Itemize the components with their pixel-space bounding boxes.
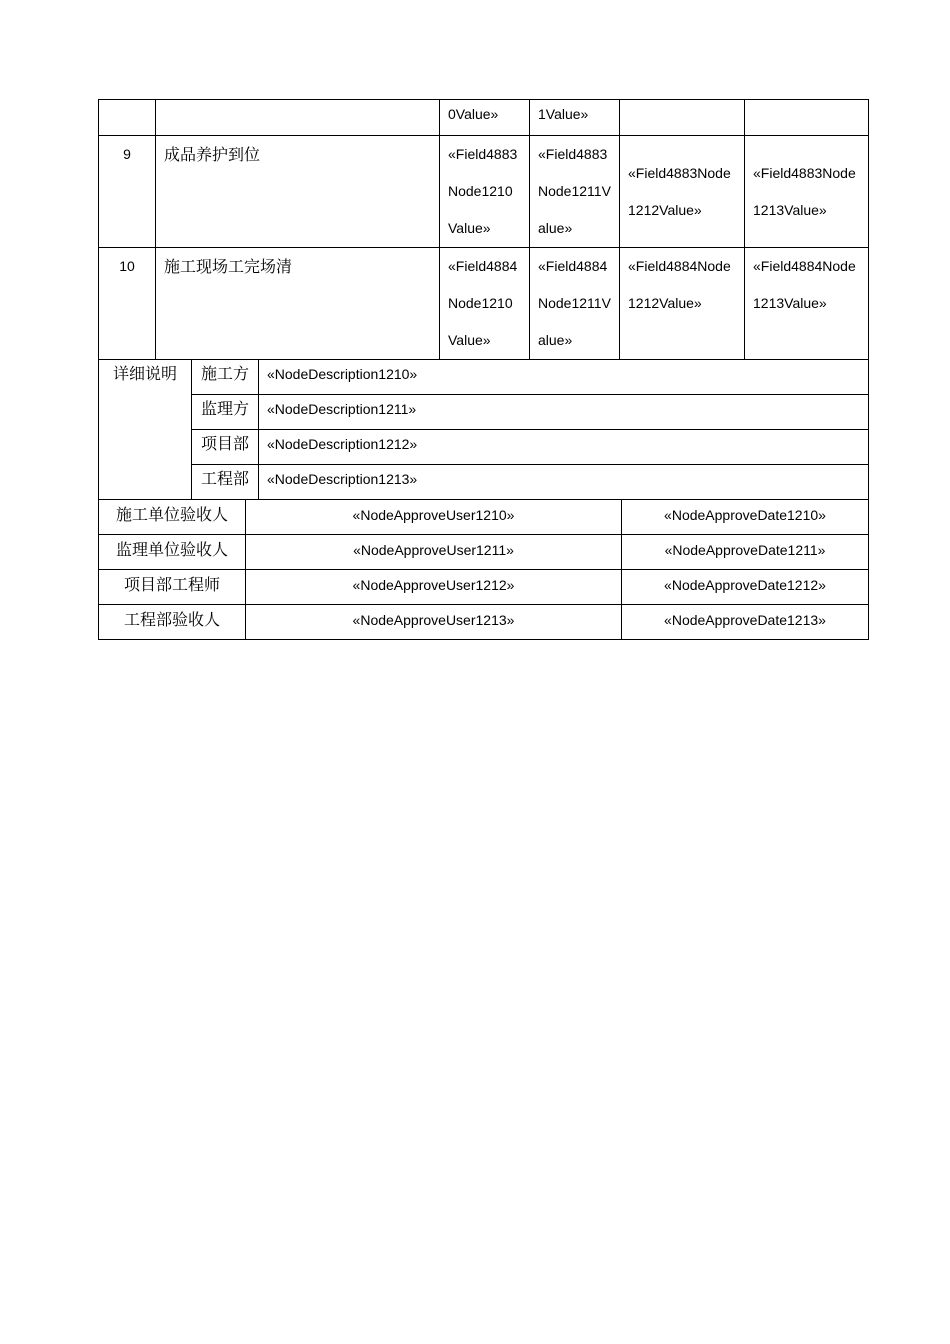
- approval-row: [99, 570, 869, 605]
- field-value-cell: «Field4883Node1212Value»: [620, 136, 745, 248]
- description-value: «NodeDescription1210»: [259, 360, 869, 395]
- field-value-cell: 0Value»: [440, 100, 530, 136]
- field-value-cell: «Field4884Node1211Value»: [530, 248, 620, 360]
- approval-row: [99, 535, 869, 570]
- field-value-cell: «Field4883Node1210Value»: [440, 136, 530, 248]
- approver-user: «NodeApproveUser1210»: [246, 500, 622, 535]
- approval-table: [98, 499, 869, 640]
- field-value-cell: «Field4883Node1211Value»: [530, 136, 620, 248]
- description-table: [98, 359, 869, 500]
- field-value-cell: «Field4884Node1210Value»: [440, 248, 530, 360]
- party-label: 工程部: [192, 465, 259, 500]
- field-value-cell: «Field4884Node1213Value»: [745, 248, 869, 360]
- item-name-cell: 成品养护到位: [156, 136, 440, 248]
- approve-date: «NodeApproveDate1213»: [622, 605, 869, 640]
- approver-role: 工程部验收人: [99, 605, 246, 640]
- item-number-cell: [99, 100, 156, 136]
- party-label: 项目部: [192, 430, 259, 465]
- item-number-cell: 10: [99, 248, 156, 360]
- description-value: «NodeDescription1213»: [259, 465, 869, 500]
- approval-row: [99, 500, 869, 535]
- items-table: [98, 99, 869, 360]
- description-value: «NodeDescription1212»: [259, 430, 869, 465]
- approve-date: «NodeApproveDate1211»: [622, 535, 869, 570]
- approve-date: «NodeApproveDate1212»: [622, 570, 869, 605]
- approver-user: «NodeApproveUser1211»: [246, 535, 622, 570]
- approver-user: «NodeApproveUser1213»: [246, 605, 622, 640]
- description-label: 详细说明: [99, 360, 192, 500]
- field-value-cell: [620, 100, 745, 136]
- item-name-cell: [156, 100, 440, 136]
- field-value-cell: «Field4883Node1213Value»: [745, 136, 869, 248]
- table-row-item-10: [99, 248, 869, 360]
- table-row-continuation: [99, 100, 869, 136]
- approve-date: «NodeApproveDate1210»: [622, 500, 869, 535]
- item-number-cell: 9: [99, 136, 156, 248]
- field-value-cell: «Field4884Node1212Value»: [620, 248, 745, 360]
- approval-row: [99, 605, 869, 640]
- party-label: 监理方: [192, 395, 259, 430]
- field-value-cell: [745, 100, 869, 136]
- party-label: 施工方: [192, 360, 259, 395]
- description-row: [99, 360, 869, 395]
- approver-role: 项目部工程师: [99, 570, 246, 605]
- approver-role: 施工单位验收人: [99, 500, 246, 535]
- inspection-form: [98, 99, 868, 640]
- item-name-cell: 施工现场工完场清: [156, 248, 440, 360]
- field-value-cell: 1Value»: [530, 100, 620, 136]
- approver-role: 监理单位验收人: [99, 535, 246, 570]
- description-row: [99, 430, 869, 465]
- description-value: «NodeDescription1211»: [259, 395, 869, 430]
- description-row: [99, 465, 869, 500]
- table-row-item-9: [99, 136, 869, 248]
- description-row: [99, 395, 869, 430]
- approver-user: «NodeApproveUser1212»: [246, 570, 622, 605]
